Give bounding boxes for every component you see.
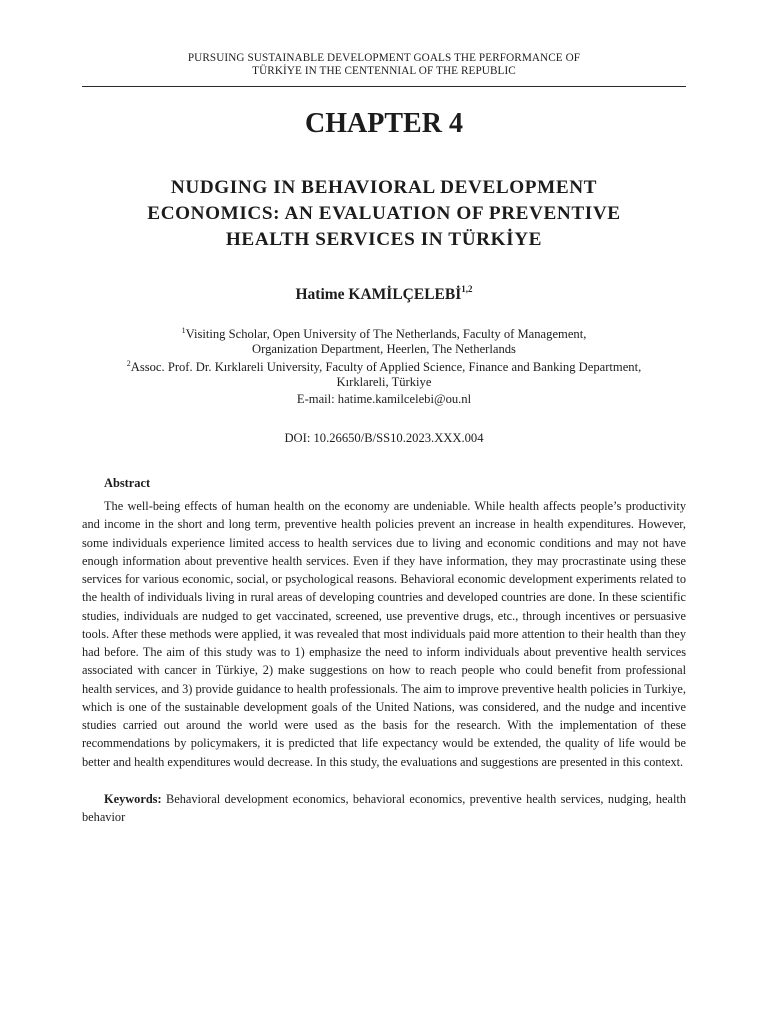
chapter-title-line-3: HEALTH SERVICES IN TÜRKİYE — [225, 229, 543, 250]
chapter-title-line-1: NUDGING IN BEHAVIORAL DEVELOPMENT — [170, 177, 598, 198]
affiliation-2-mark: 2 — [126, 358, 131, 368]
affiliation-1-line-2: Organization Department, Heerlen, The Netherlands — [252, 342, 516, 357]
author — [82, 285, 686, 305]
affiliation-1-line-1 — [82, 327, 686, 342]
affiliation-1-mark: 1 — [181, 326, 186, 335]
running-header-line-2: TÜRKİYE IN THE CENTENNIAL OF THE REPUBLIC — [252, 65, 516, 77]
running-header — [82, 52, 686, 78]
affiliations — [82, 327, 686, 407]
author-name: Hatime KAMİLÇELEBİ — [295, 286, 462, 303]
chapter-title — [82, 175, 686, 253]
keywords-label: Keywords: — [104, 792, 162, 806]
abstract-text: The well-being effects of human health on the economy are undeniable. While health affects people’s productivity and income in the short and long term, preventive health policies prevent an increase in health expenditures. However, some individuals experience limited access to health services due to living and economic conditions and may not have enough information about preventive health services. Even if they have information, they may procrastinate using these services for various economic, social, or psychological reasons. Behavioral economic development experiments related to the health of individuals living in rural areas of developing countries and developed countries are done. In these scientific studies, individuals are nudged to get vaccinated, screened, use preventive drugs, etc., through incentives or persuasive tools. After these methods were applied, it was revealed that most individuals paid more attention to their health than they had before. The aim of this study was to 1) emphasize the need to inform individuals about preventive health services associated with cancer in Türkiye, 2) make suggestions on how to reach people who could benefit from professional health services, and 3) provide guidance to health professionals. The aim to improve preventive health policies in Turkiye, which is one of the sustainable development goals of the United Nations, was considered, and the nudge and incentive studies carried out around the world were used as the basis for the research. With the implementation of these recommendations by policymakers, it is predicted that life expectancy would be extended, the quality of life would be better and health expenditures would decrease. In this study, the evaluations and suggestions are presented in this context. — [82, 499, 686, 769]
keywords — [82, 790, 686, 827]
affiliation-2-line-1 — [82, 360, 686, 375]
author-affiliation-marks: 1,2 — [461, 284, 473, 294]
affiliation-2-text: Assoc. Prof. Dr. Kırklareli University, Faculty of Applied Science, Finance and Banking Department, — [130, 359, 642, 374]
chapter-title-line-2: ECONOMICS: AN EVALUATION OF PREVENTIVE — [147, 203, 621, 224]
abstract-heading: Abstract — [104, 476, 151, 490]
affiliation-1-text: Visiting Scholar, Open University of The Netherlands, Faculty of Management, — [185, 327, 587, 341]
header-divider — [82, 86, 686, 87]
author-email: E-mail: hatime.kamilcelebi@ou.nl — [296, 392, 472, 407]
keywords-text: Behavioral development economics, behavioral economics, preventive health services, nudging, health behavior — [82, 792, 686, 825]
chapter-heading: CHAPTER 4 — [305, 108, 463, 139]
running-header-line-1: PURSUING SUSTAINABLE DEVELOPMENT GOALS THE PERFORMANCE OF — [187, 52, 581, 64]
affiliation-2-line-2: Kırklareli, Türkiye — [336, 374, 432, 389]
doi: DOI: 10.26650/B/SS10.2023.XXX.004 — [284, 431, 484, 445]
